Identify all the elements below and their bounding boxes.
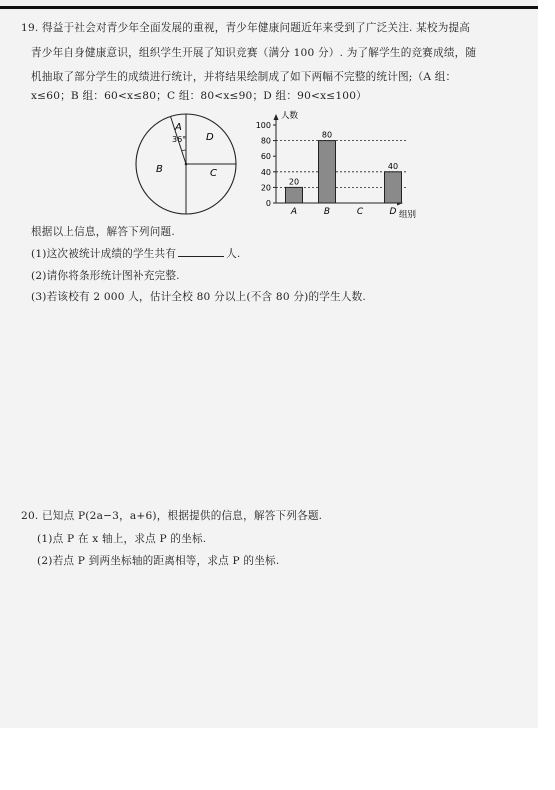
pie-label-b: B <box>156 164 163 175</box>
q19-line-1: 19. 得益于社会对青少年全面发展的重视，青少年健康问题近年来受到了广泛关注. 某校为提高 <box>21 22 471 34</box>
q19-line-3: 机抽取了部分学生的成绩进行统计，并将结果绘制成了如下两幅不完整的统计图;（A 组： <box>31 71 457 83</box>
bar-b <box>319 141 336 203</box>
q19-sub-3: (3)若该校有 2 000 人，估计全校 80 分以上(不含 80 分)的学生人数. <box>31 291 366 303</box>
y-tick-label: 40 <box>260 167 271 177</box>
category-label-a: A <box>290 207 298 217</box>
y-axis-title: 人数 <box>281 111 299 121</box>
bars <box>286 141 402 203</box>
q20-sub-1: (1)点 P 在 x 轴上，求点 P 的坐标. <box>37 533 207 545</box>
pie-angle-label: 36° <box>172 135 187 144</box>
q19-line-4: x≤60；B 组：60<x≤80；C 组：80<x≤90；D 组：90<x≤100） <box>31 90 367 102</box>
q19-sub-1-prefix: (1)这次被统计成绩的学生共有 <box>31 248 177 260</box>
y-axis-arrow <box>274 114 279 120</box>
q19-intro: 根据以上信息，解答下列问题. <box>31 226 175 238</box>
top-rule <box>0 6 538 9</box>
x-axis-title: 组别 <box>399 210 417 220</box>
category-label-c: C <box>356 207 364 217</box>
y-tick-label: 60 <box>260 152 271 162</box>
answer-blank[interactable] <box>178 246 224 257</box>
q19-sub-1 <box>31 246 241 261</box>
pie-chart <box>130 108 242 220</box>
y-tick-label: 100 <box>255 121 271 130</box>
data-labels <box>289 131 398 187</box>
bar-a <box>286 187 303 203</box>
pie-label-c: C <box>210 168 217 179</box>
q19-sub-2: (2)请你将条形统计图补充完整. <box>31 270 180 282</box>
category-labels <box>290 207 397 217</box>
pie-angle-arc <box>182 150 186 151</box>
bar-chart <box>248 105 428 223</box>
y-ticks <box>256 121 276 208</box>
data-label-b: 80 <box>321 130 333 140</box>
data-label-d: 40 <box>387 161 399 171</box>
y-tick-label: 20 <box>260 183 271 193</box>
q20-line-1: 20. 已知点 P(2a−3，a+6)，根据提供的信息，解答下列各题. <box>21 510 323 522</box>
category-label-d: D <box>389 207 397 217</box>
y-tick-label: 0 <box>265 199 271 208</box>
bar-d <box>385 172 402 203</box>
category-label-b: B <box>323 207 331 217</box>
data-label-a: 20 <box>288 177 300 187</box>
pie-center <box>185 163 188 166</box>
q19-sub-1-suffix: 人. <box>226 248 241 260</box>
pie-label-d: D <box>206 132 214 143</box>
q20-sub-2: (2)若点 P 到两坐标轴的距离相等，求点 P 的坐标. <box>37 555 280 567</box>
y-tick-label: 80 <box>260 136 271 146</box>
q19-line-2: 青少年自身健康意识，组织学生开展了知识竞赛（满分 100 分）. 为了解学生的竞赛成绩，随 <box>31 47 477 59</box>
pie-label-a: A <box>175 122 182 133</box>
